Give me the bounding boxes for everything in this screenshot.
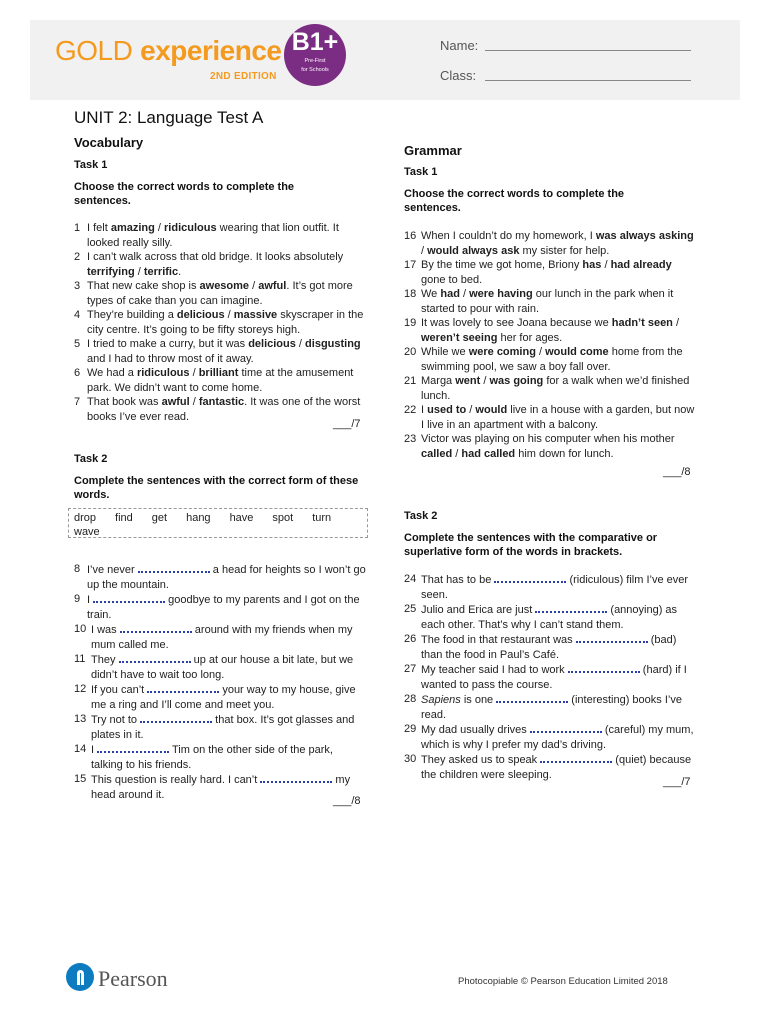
word-box <box>68 508 368 538</box>
answer-blank[interactable] <box>138 562 210 573</box>
word-item: get <box>151 512 168 524</box>
class-label: Class: <box>440 68 477 83</box>
page-title: UNIT 2: Language Test A <box>74 108 264 127</box>
list-item: 5 I tried to make a curry, but it was delicious / disgusting and I had to throw most of it away. <box>74 338 361 365</box>
word-item: wave <box>74 526 100 538</box>
answer-blank[interactable] <box>260 772 332 783</box>
list-item: 2 I can’t walk across that old bridge. It looks absolutely terrifying / terrific. <box>74 251 344 278</box>
pearson-wordmark: Pearson <box>98 966 168 991</box>
list-item: 24 That has to be (ridiculous) film I’ve ever seen. <box>404 573 689 601</box>
answer-blank[interactable] <box>530 722 602 733</box>
list-item: 7 That book was awful / fantastic. It was one of the worst books I’ve ever read. <box>74 396 361 423</box>
vocab-task1-list <box>74 221 366 424</box>
answer-blank[interactable] <box>535 602 607 613</box>
grammar-task2-instruction: Complete the sentences with the comparative or superlative form of the words in brackets. <box>404 532 658 558</box>
answer-blank[interactable] <box>140 712 212 723</box>
list-item: 14 I Tim on the other side of the park, talking to his friends. <box>74 743 333 771</box>
list-item: 4 They’re building a delicious / massive skyscraper in the city centre. It’s going to be fifty storeys high. <box>74 309 364 336</box>
answer-blank[interactable] <box>568 662 640 673</box>
list-item: 10 I was around with my friends when my mum called me. <box>74 623 353 651</box>
list-item: 17 By the time we got home, Briony has / had already gone to bed. <box>404 259 672 286</box>
list-item: 6 We had a ridiculous / brilliant time at the amusement park. We didn’t want to come home. <box>74 367 354 394</box>
grammar-heading: Grammar <box>404 143 462 158</box>
vocab-task2-instruction: Complete the sentences with the correct form of these words. <box>74 475 359 501</box>
answer-blank[interactable] <box>540 752 612 763</box>
answer-blank[interactable] <box>120 622 192 633</box>
word-item: hang <box>186 512 211 524</box>
list-item: 26 The food in that restaurant was (bad) than the food in Paul’s Café. <box>404 633 677 661</box>
gold-experience-logo: GOLD experience <box>55 35 282 66</box>
answer-blank[interactable] <box>496 692 568 703</box>
pearson-logo-icon <box>66 963 94 991</box>
level-badge: B1+ Pre-First for Schools <box>284 24 346 86</box>
list-item: 30 They asked us to speak (quiet) because the children were sleeping. <box>404 753 692 781</box>
grammar-task1-list <box>404 229 696 461</box>
vocabulary-heading: Vocabulary <box>74 135 144 150</box>
grammar-task1-score: ___/8 <box>663 466 691 478</box>
answer-blank[interactable] <box>494 572 566 583</box>
word-item: drop <box>74 512 97 524</box>
list-item: 12 If you can’t your way to my house, give me a ring and I’ll come and meet you. <box>74 683 356 711</box>
grammar-task2-score: ___/7 <box>663 776 691 788</box>
list-item: 20 While we were coming / would come home from the swimming pool, we saw a boy fall over. <box>404 346 683 373</box>
list-item: 8 I’ve never a head for heights so I won’t go up the mountain. <box>74 563 366 591</box>
copyright-notice: Photocopiable © Pearson Education Limited 2018 <box>458 976 668 987</box>
answer-blank[interactable] <box>93 592 165 603</box>
list-item: 29 My dad usually drives (careful) my mum, which is why I prefer my dad’s driving. <box>404 723 694 751</box>
name-field[interactable] <box>485 50 691 51</box>
list-item: 15 This question is really hard. I can’t my head around it. <box>74 773 351 801</box>
word-item: find <box>115 512 133 524</box>
list-item: 23 Victor was playing on his computer when his mother called / had called him down for lunch. <box>404 433 675 460</box>
list-item: 28 Sapiens is one (interesting) books I’ve read. <box>404 693 682 721</box>
vocab-task1-label: Task 1 <box>74 159 108 171</box>
answer-blank[interactable] <box>147 682 219 693</box>
list-item: 22 I used to / would live in a house with a garden, but now I live in an apartment with a balcony. <box>404 404 695 431</box>
vocab-task1-score: ___/7 <box>333 418 361 430</box>
answer-blank[interactable] <box>576 632 648 643</box>
grammar-task2-label: Task 2 <box>404 510 438 522</box>
name-label: Name: <box>440 38 479 53</box>
grammar-task1-label: Task 1 <box>404 166 438 178</box>
list-item: 9 I goodbye to my parents and I got on the train. <box>74 593 360 621</box>
list-item: 19 It was lovely to see Joana because we hadn’t seen / weren’t seeing her for ages. <box>404 317 680 344</box>
word-item: turn <box>312 512 332 524</box>
list-item: 11 They up at our house a bit late, but we didn’t have to wait too long. <box>74 653 354 681</box>
answer-blank[interactable] <box>97 742 169 753</box>
grammar-task2-list <box>404 572 696 782</box>
edition-label: 2ND EDITION <box>210 71 277 82</box>
vocab-task2-list <box>74 562 366 802</box>
word-item: have <box>229 512 254 524</box>
list-item: 25 Julio and Erica are just (annoying) as each other. That’s why I can’t stand them. <box>404 603 678 631</box>
grammar-task1-instruction: Choose the correct words to complete the sentences. <box>404 188 625 214</box>
list-item: 27 My teacher said I had to work (hard) if I wanted to pass the course. <box>404 663 687 691</box>
list-item: 21 Marga went / was going for a walk when we’d finished lunch. <box>404 375 690 402</box>
list-item: 3 That new cake shop is awesome / awful. It’s got more types of cake than you can imagine. <box>74 280 353 307</box>
list-item: 16 When I couldn’t do my homework, I was always asking / would always ask my sister for help. <box>404 230 694 257</box>
answer-blank[interactable] <box>119 652 191 663</box>
class-field[interactable] <box>485 80 691 81</box>
list-item: 18 We had / were having our lunch in the park when it started to pour with rain. <box>404 288 674 315</box>
word-item: spot <box>272 512 294 524</box>
list-item: 13 Try not to that box. It’s got glasses and plates in it. <box>74 713 355 741</box>
vocab-task2-score: ___/8 <box>333 795 361 807</box>
vocab-task1-instruction: Choose the correct words to complete the sentences. <box>74 181 295 207</box>
vocab-task2-label: Task 2 <box>74 453 108 465</box>
list-item: 1 I felt amazing / ridiculous wearing that lion outfit. It looked really silly. <box>74 222 339 249</box>
